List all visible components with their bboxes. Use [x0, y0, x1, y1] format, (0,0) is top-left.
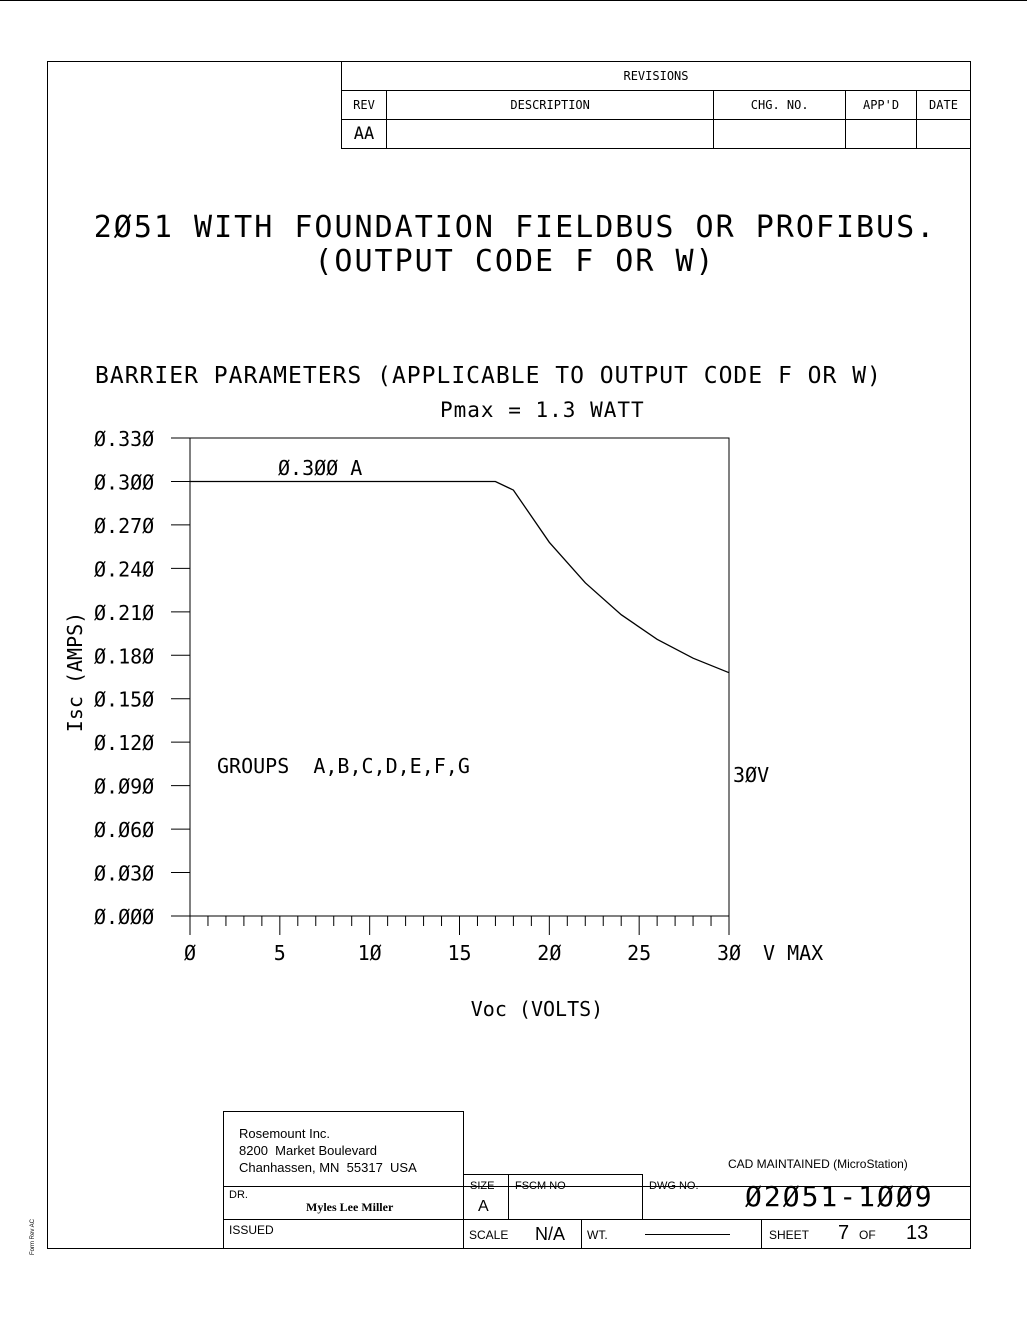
y-tick-label: Ø.21Ø [94, 600, 155, 625]
tb-sheet-divider [761, 1219, 762, 1249]
x-tick-label: 3Ø [716, 941, 742, 965]
rev-header: REV [342, 91, 387, 120]
y-tick-label: Ø.ØØØ [94, 905, 155, 929]
description-header: DESCRIPTION [386, 91, 713, 120]
revisions-title: REVISIONS [342, 62, 971, 91]
x-tick-label: 2Ø [537, 941, 562, 965]
drawing-title-line2: (OUTPUT CODE F OR W) [314, 244, 716, 279]
rev-cell: AA [342, 120, 387, 149]
x-tick-label: 5 [273, 941, 286, 965]
sheet-label: SHEET [769, 1228, 810, 1242]
scale-value: N/A [535, 1224, 566, 1244]
x-tick-label: Ø [183, 941, 197, 965]
current-limit-annotation: Ø.3ØØ A [278, 456, 363, 480]
issued-label: ISSUED [229, 1223, 274, 1237]
cad-maintained-note: CAD MAINTAINED (MicroStation) [728, 1157, 908, 1171]
y-tick-label: Ø.27Ø [94, 513, 155, 538]
y-tick-label: Ø.24Ø [94, 557, 155, 582]
y-axis-label: Isc (AMPS) [63, 611, 87, 733]
x-axis [184, 916, 741, 965]
chg-no-header: CHG. NO. [714, 91, 846, 120]
x-max-label: V MAX [763, 941, 824, 965]
barrier-parameters-title: BARRIER PARAMETERS (APPLICABLE TO OUTPUT CODE F OR W) [95, 363, 882, 389]
appd-header: APP'D [846, 91, 917, 120]
tb-wt-line [645, 1234, 730, 1235]
tb-company-right-line [463, 1111, 464, 1249]
isc-curve [190, 482, 729, 673]
voltage-marker-annotation: 3ØV [733, 763, 770, 787]
company-address2: Chanhassen, MN 55317 USA [239, 1160, 417, 1175]
drawing-title-line1: 2Ø51 WITH FOUNDATION FIELDBUS OR PROFIBUS. [93, 210, 937, 245]
tb-lower-line [223, 1219, 971, 1220]
y-axis [94, 427, 190, 929]
x-axis-label: Voc (VOLTS) [470, 997, 604, 1021]
y-tick-label: Ø.Ø6Ø [94, 818, 155, 843]
sheet-total: 13 [906, 1222, 929, 1244]
company-name: Rosemount Inc. [239, 1126, 331, 1141]
of-label: OF [859, 1228, 876, 1242]
x-tick-label: 15 [447, 941, 472, 965]
dr-label: DR. [229, 1189, 248, 1201]
plot-frame [190, 438, 729, 916]
scale-label: SCALE [469, 1228, 509, 1242]
x-tick-label: 25 [627, 941, 652, 965]
tb-size-top-line [463, 1174, 643, 1175]
y-tick-label: Ø.18Ø [94, 644, 155, 669]
form-revision-note: Form Rev AC [30, 1218, 36, 1255]
tb-fscm-divider [642, 1174, 643, 1219]
y-tick-label: Ø.15Ø [94, 687, 155, 712]
drawing-number: Ø2Ø51-1ØØ9 [745, 1180, 934, 1213]
wt-label: WT. [587, 1228, 608, 1242]
y-tick-label: Ø.Ø9Ø [94, 774, 155, 799]
dwg-no-label: DWG NO. [649, 1180, 699, 1192]
tb-top-line [223, 1111, 463, 1112]
drawn-by-name: Myles Lee Miller [306, 1200, 394, 1214]
sheet-number: 7 [838, 1222, 850, 1244]
date-header: DATE [917, 91, 971, 120]
tb-scale-divider [581, 1219, 582, 1249]
tb-left-line [223, 1111, 224, 1249]
x-tick-label: 1Ø [357, 941, 382, 965]
y-tick-label: Ø.12Ø [94, 731, 155, 756]
y-tick-label: Ø.3ØØ [94, 470, 155, 495]
fscm-label: FSCM NO [515, 1180, 566, 1192]
y-tick-label: Ø.33Ø [94, 427, 155, 451]
groups-annotation: GROUPS A,B,C,D,E,F,G [217, 754, 470, 778]
pmax-label: Pmax = 1.3 WATT [440, 398, 645, 422]
size-value: A [478, 1198, 489, 1215]
size-label: SIZE [470, 1180, 495, 1192]
company-address1: 8200 Market Boulevard [239, 1143, 378, 1158]
y-tick-label: Ø.Ø3Ø [94, 861, 155, 886]
tb-size-divider [508, 1174, 509, 1219]
